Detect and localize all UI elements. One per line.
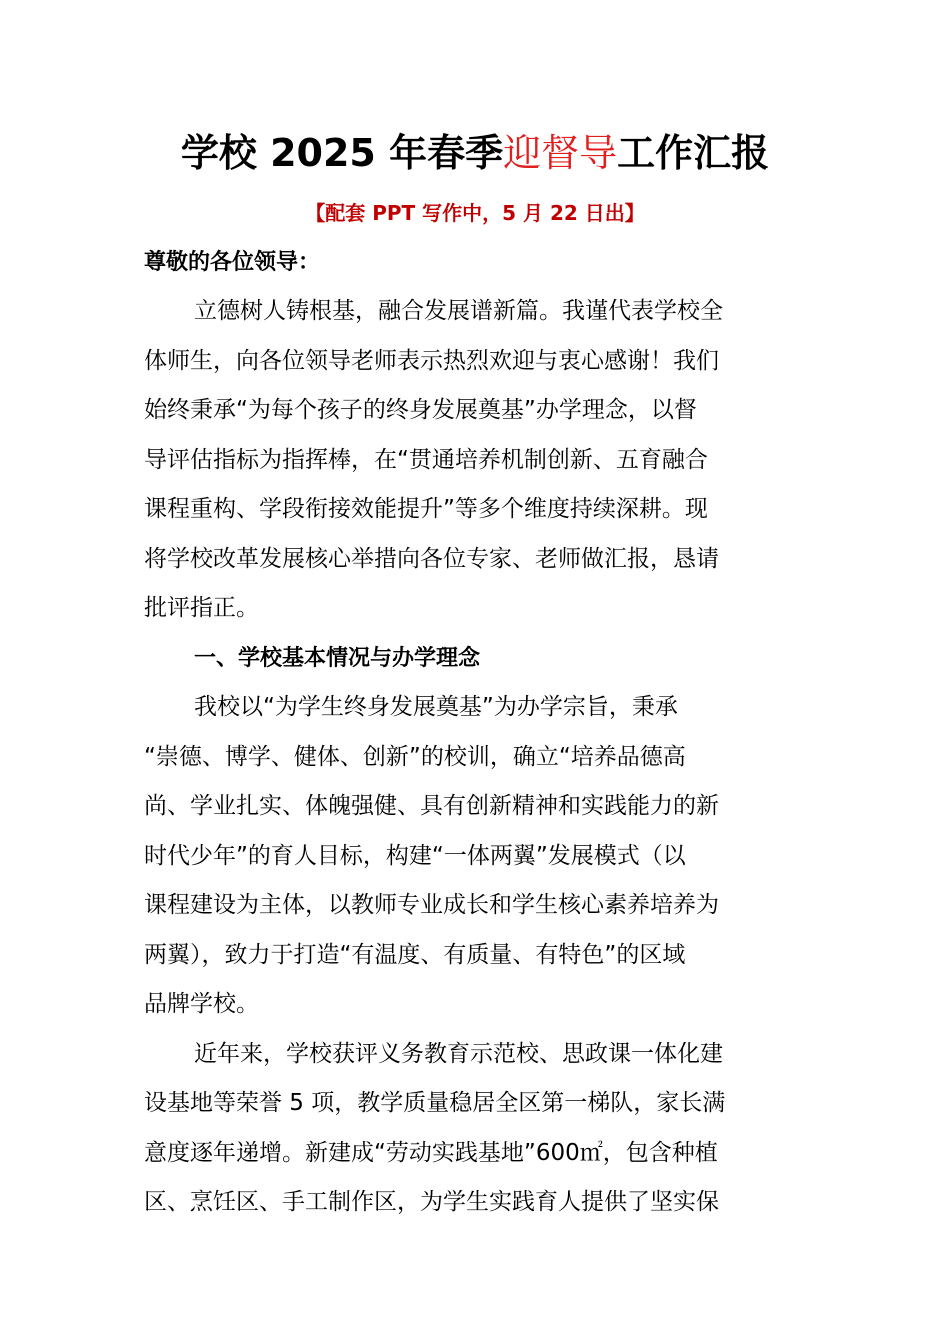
paragraph-1-line-1: 立德树人铸根基，融合发展谱新篇。我谨代表学校全: [194, 298, 723, 324]
paragraph-2-line-2: “崇德、博学、健体、创新”的校训，确立“培养品德高: [144, 743, 686, 770]
paragraph-1-line-7: 批评指正。: [144, 595, 259, 621]
paragraph-3-line-4: 区、烹饪区、手工制作区，为学生实践育人提供了坚实保: [144, 1189, 719, 1215]
subtitle-note: 【配套 PPT 写作中，5 月 22 日出】: [305, 201, 645, 225]
paragraph-1-line-6: 将学校改革发展核心举措向各位专家、老师做汇报，恳请: [144, 545, 719, 572]
salutation: 尊敬的各位领导：: [144, 250, 321, 275]
paragraph-3-line-3: 意度逐年递增。新建成“劳动实践基地”600㎡，包含种植: [144, 1139, 718, 1166]
paragraph-2-line-7: 品牌学校。: [144, 991, 259, 1017]
paragraph-3-line-1: 近年来，学校获评义务教育示范校、思政课一体化建: [194, 1040, 723, 1067]
title-accent: 迎督导: [503, 131, 618, 175]
paragraph-1-line-4: 导评估指标为指挥棒，在“贯通培养机制创新、五育融合: [144, 446, 708, 473]
body-text: [144, 287, 809, 1228]
title-prefix: 学校 2025 年春季: [180, 131, 504, 175]
title-suffix: 工作汇报: [617, 131, 770, 175]
paragraph-2-line-5: 课程建设为主体，以教师专业成长和学生核心素养培养为: [144, 892, 719, 918]
paragraph-1-line-2: 体师生，向各位领导老师表示热烈欢迎与衷心感谢！我们: [144, 347, 719, 374]
paragraph-3-line-2: 设基地等荣誉 5 项，教学质量稳居全区第一梯队，家长满: [144, 1090, 726, 1116]
paragraph-2-line-6: 两翼），致力于打造“有温度、有质量、有特色”的区域: [144, 941, 686, 968]
section-heading: 一、学校基本情况与办学理念: [194, 645, 481, 671]
paragraph-1-line-5: 课程重构、学段衔接效能提升”等多个维度持续深耕。现: [144, 496, 708, 522]
paragraph-1-line-3: 始终秉承“为每个孩子的终身发展奠基”办学理念，以督: [144, 397, 697, 423]
paragraph-2-line-1: 我校以“为学生终身发展奠基”为办学宗旨，秉承: [194, 694, 678, 720]
page-title: [0, 128, 950, 178]
paragraph-2-line-4: 时代少年”的育人目标，构建“一体两翼”发展模式（以: [144, 842, 686, 869]
paragraph-2-line-3: 尚、学业扎实、体魄强健、具有创新精神和实践能力的新: [144, 793, 719, 819]
